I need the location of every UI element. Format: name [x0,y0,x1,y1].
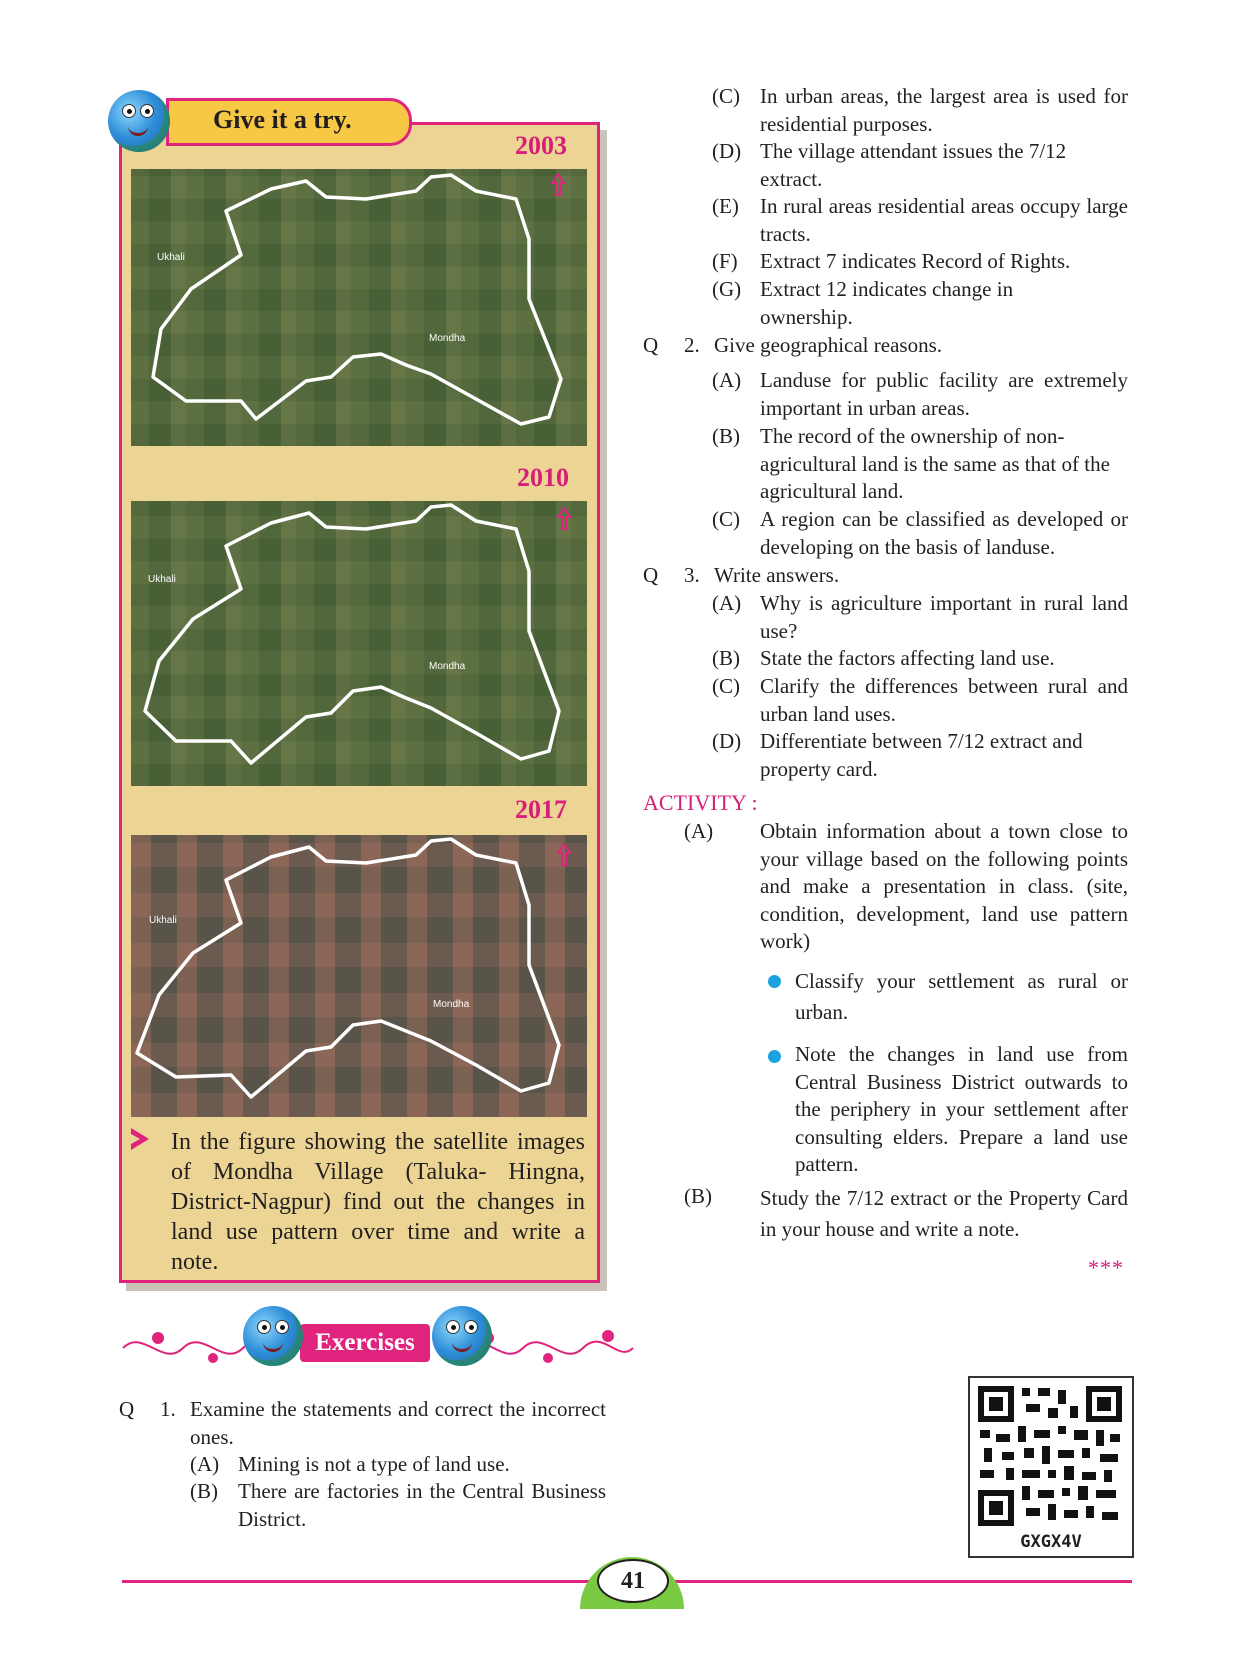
q3-label: Q [643,563,659,587]
map-label-ukhali: Ukhali [149,915,177,926]
q3-item-d-label: (D) [712,729,742,753]
map-label-ukhali: Ukhali [157,252,185,263]
year-label-2003: 2003 [515,131,567,160]
activity-b-label: (B) [684,1184,712,1208]
q2-number: 2. [684,333,700,357]
north-arrow-icon [551,173,565,199]
north-arrow-icon [557,843,571,869]
satellite-image-2017 [131,835,587,1117]
globe-mascot-icon [432,1306,492,1366]
map-label-mondha: Mondha [429,661,466,672]
year-label-2017: 2017 [515,795,567,824]
q2-item-c-label: (C) [712,507,740,531]
page-number: 41 [597,1559,669,1603]
globe-mascot-icon [108,90,170,152]
q2-item-a-label: (A) [712,368,742,392]
q2-label: Q [643,333,659,357]
q1-item-b-label: (B) [190,1479,218,1503]
q3-number: 3. [684,563,700,587]
globe-mascot-icon [243,1306,303,1366]
map-label-ukhali: Ukhali [148,574,176,585]
activity-a-text: Obtain information about a town close to your village based on the following points and make a presentation in class. (site, condition, development, land use pattern work) [760,819,1128,953]
q3-item-b-text: State the factors affecting land use. [760,646,1055,670]
map-label-mondha: Mondha [429,333,466,344]
map-label-mondha: Mondha [433,999,470,1010]
q1-item-a-label: (A) [190,1452,220,1476]
year-label-2010: 2010 [517,463,569,492]
q3-item-d-text: Differentiate between 7/12 extract and property card. [760,729,1083,781]
activity-a-label: (A) [684,819,714,843]
give-it-a-try-title: Give it a try. [213,105,352,134]
exercises-title: Exercises [300,1324,430,1362]
q3-text: Write answers. [714,563,840,587]
arrow-bullet-icon [131,1128,149,1150]
q1-item-g-label: (G) [712,277,742,301]
q3-item-a-label: (A) [712,591,742,615]
satellite-image-2010 [131,501,587,786]
bullet-dot-icon [768,975,781,988]
q2-item-b-label: (B) [712,424,740,448]
q3-item-b-label: (B) [712,646,740,670]
q3-item-c-label: (C) [712,674,740,698]
bullet-dot-icon [768,1050,781,1063]
q1-item-c-text: In urban areas, the largest area is used for residential purposes. [760,84,1128,136]
qr-code-icon [978,1386,1122,1526]
q1-item-b-text: There are factories in the Central Business District. [238,1479,606,1531]
q1-item-g-text: Extract 12 indicates change in ownership. [760,277,1014,329]
q2-item-a-text: Landuse for public facility are extremely important in urban areas. [760,368,1128,420]
q1-text: Examine the statements and correct the incorrect ones. [190,1397,606,1449]
q2-item-c-text: A region can be classified as developed or developing on the basis of landuse. [760,507,1128,559]
activity-bullet-2: Note the changes in land use from Central Business District outwards to the periphery in your settlement after consulting elders. Prepare a land use pattern. [795,1042,1128,1176]
q1-number: 1. [160,1397,176,1421]
activity-bullet-1: Classify your settlement as rural or urban. [795,969,1128,1024]
give-it-a-try-tab [166,98,412,146]
q1-item-d-label: (D) [712,139,742,163]
q1-label: Q [119,1397,135,1421]
q1-item-f-text: Extract 7 indicates Record of Rights. [760,249,1071,273]
q3-item-c-text: Clarify the differences between rural and urban land uses. [760,674,1128,726]
q3-item-a-text: Why is agriculture important in rural land use? [760,591,1128,643]
q1-item-d-text: The village attendant issues the 7/12 extract. [760,139,1067,191]
end-of-chapter-stars: *** [1088,1255,1124,1280]
qr-code[interactable] [968,1376,1134,1558]
qr-code-label: GXGX4V [1020,1532,1082,1552]
activity-b-text: Study the 7/12 extract or the Property Card in your house and write a note. [760,1186,1128,1241]
q1-item-e-label: (E) [712,194,739,218]
q2-text: Give geographical reasons. [714,333,942,357]
satellite-image-2003 [131,169,587,446]
give-it-a-try-note: In the figure showing the satellite images of Mondha Village (Taluka- Hingna, District-Nagpur) find out the changes in land use pattern over time and write a note. [171,1129,585,1275]
activity-title: ACTIVITY : [643,790,758,815]
q1-item-f-label: (F) [712,249,738,273]
q1-item-a-text: Mining is not a type of land use. [238,1452,510,1476]
q1-item-c-label: (C) [712,84,740,108]
q1-item-e-text: In rural areas residential areas occupy large tracts. [760,194,1128,246]
north-arrow-icon [557,507,571,533]
q2-item-b-text: The record of the ownership of non-agricultural land is the same as that of the agricultural land. [760,424,1110,503]
